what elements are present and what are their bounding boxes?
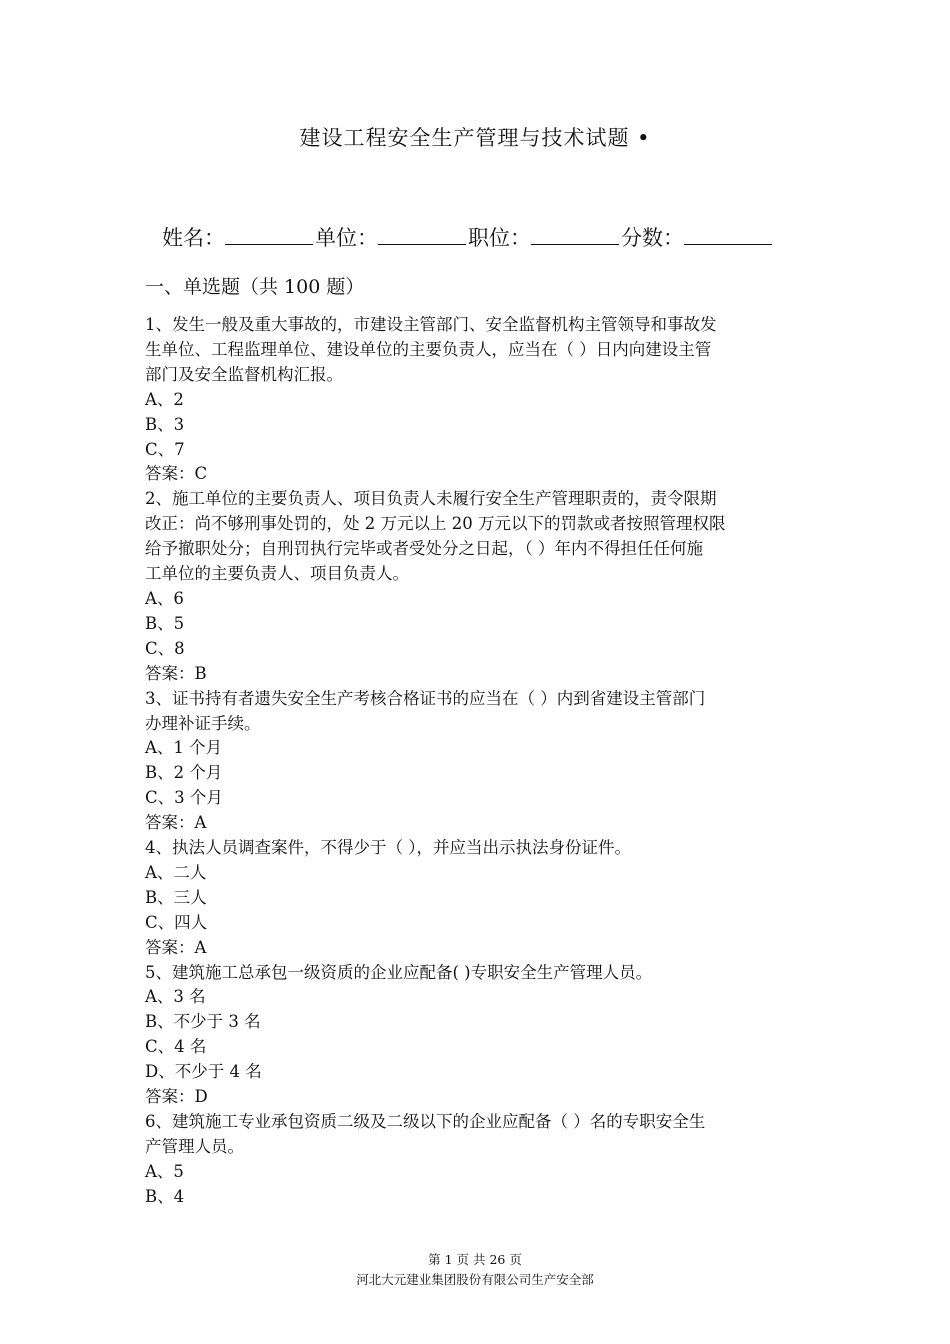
text-line: 工单位的主要负责人、项目负责人。 [145,564,409,584]
text-line: 给予撤职处分；自刑罚执行完毕或者受处分之日起，（ ）年内不得担任任何施 [145,539,703,559]
option-line: C、7 [145,439,185,459]
answer-line: 答案：C [145,464,208,484]
text-line: 2、施工单位的主要负责人、项目负责人未履行安全生产管理职责的，责令限期 [145,489,717,509]
text-line: 改正：尚不够刑事处罚的，处 2 万元以上 20 万元以下的罚款或者按照管理权限 [145,514,726,534]
option-line: B、不少于 3 名 [145,1012,261,1032]
option-line: B、4 [145,1186,185,1206]
answer-line: 答案：B [145,663,207,683]
question-body [145,313,810,1210]
option-line: C、8 [145,638,185,658]
text-line: 3、证书持有者遗失安全生产考核合格证书的应当在（ ）内到省建设主管部门 [145,688,706,708]
text-line: 办理补证手续。 [145,713,261,733]
position-blank [531,226,619,245]
option-line: C、3 个月 [145,788,223,808]
unit-label: 单位： [315,226,378,250]
page-title: 建设工程安全生产管理与技术试题 • [299,126,651,150]
name-blank [225,226,313,245]
option-line: A、6 [145,588,184,608]
option-line: A、2 [145,389,184,409]
text-line: 6、建筑施工专业承包资质二级及二级以下的企业应配备（ ）名的专职安全生 [145,1112,706,1131]
option-line: C、四人 [145,912,208,932]
text-line: 4、执法人员调查案件，不得少于（ ），并应当出示执法身份证件。 [145,838,631,858]
section-heading: 一、单选题（共 100 题） [145,276,365,298]
text-line: 5、建筑施工总承包一级资质的企业应配备( )专职安全生产管理人员。 [145,962,653,982]
exam-info-row [162,222,774,252]
text-line: 生单位、工程监理单位、建设单位的主要负责人，应当在（ ）日内向建设主管 [145,339,712,359]
option-line: A、1 个月 [145,738,223,758]
answer-line: 答案：A [145,937,207,957]
option-line: A、3 名 [145,987,206,1007]
option-line: B、三人 [145,887,207,907]
unit-blank [378,226,466,245]
text-line: 部门及安全监督机构汇报。 [145,364,343,384]
score-blank [684,226,772,245]
option-line: B、5 [145,613,185,633]
position-label: 职位： [468,226,531,250]
answer-line: 答案：A [145,813,207,833]
option-line: B、2 个月 [145,763,223,783]
text-line: 产管理人员。 [145,1136,244,1156]
name-label: 姓名： [162,226,225,250]
option-line: C、4 名 [145,1037,207,1057]
option-line: A、二人 [145,862,207,882]
option-line: A、5 [145,1161,184,1181]
option-line: D、不少于 4 名 [145,1062,262,1082]
option-line: B、3 [145,414,185,434]
page-number: 第 1 页 共 26 页 [428,1252,522,1267]
score-label: 分数： [621,226,684,250]
footer-company: 河北大元建业集团股份有限公司生产安全部 [356,1272,594,1287]
answer-line: 答案：D [145,1087,208,1107]
text-line: 1、发生一般及重大事故的，市建设主管部门、安全监督机构主管领导和事故发 [145,315,717,334]
